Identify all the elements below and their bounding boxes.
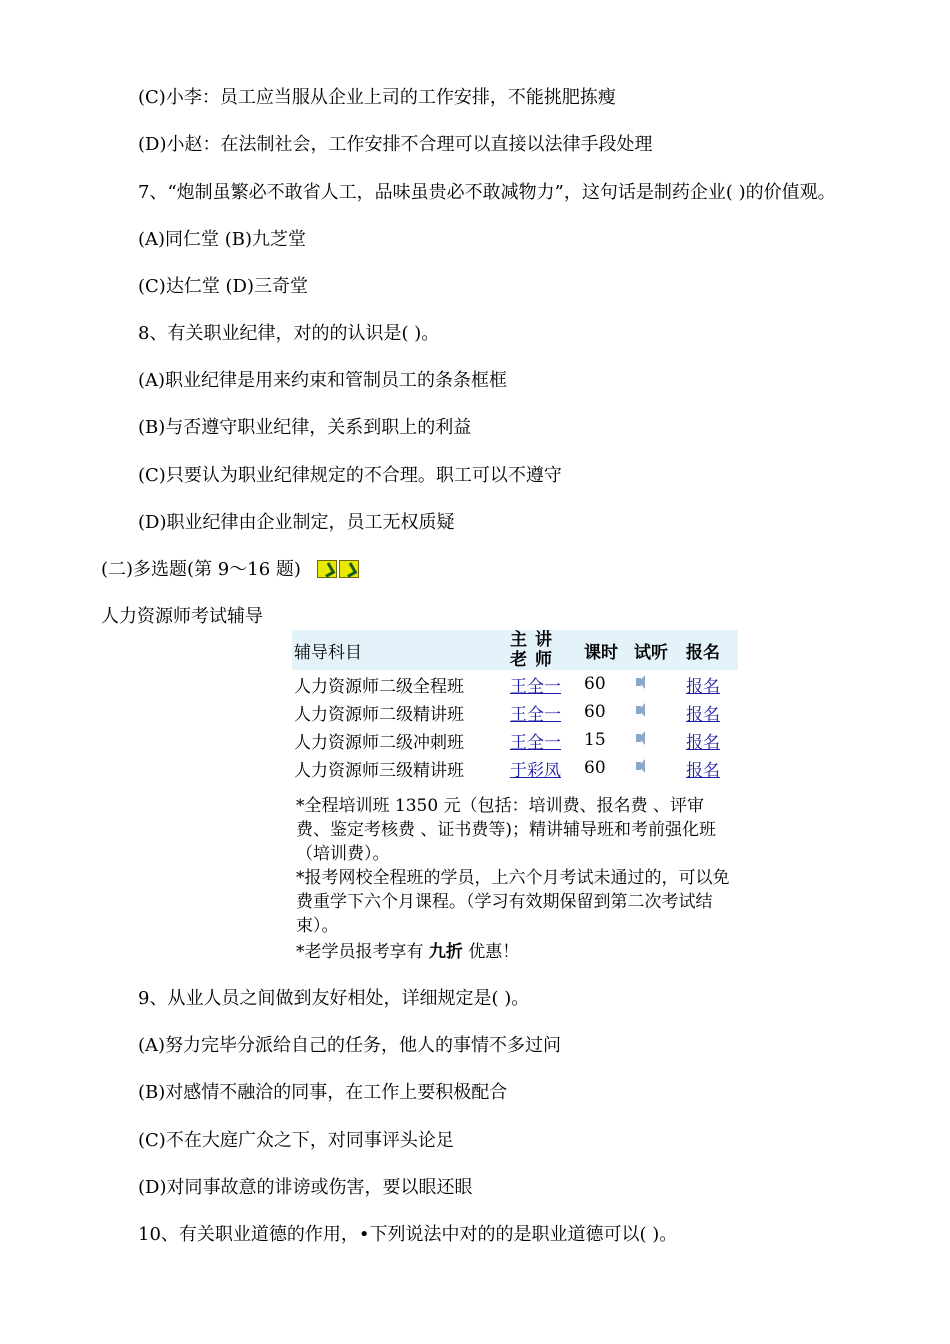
option-c-q6: (C)小李：员工应当服从企业上司的工作安排，不能挑肥拣瘦 bbox=[138, 87, 616, 108]
course-subject: 人力资源师二级精讲班 bbox=[294, 704, 464, 725]
teacher-link[interactable]: 王全一 bbox=[510, 676, 561, 697]
note-discount-bold: 九折 bbox=[428, 942, 463, 962]
options-ab-q7: (A)同仁堂 (B)九芝堂 bbox=[138, 229, 307, 250]
question-9: 9、从业人员之间做到友好相处，详细规定是( )。 bbox=[138, 988, 530, 1009]
table-row bbox=[292, 754, 738, 782]
options-cd-q7: (C)达仁堂 (D)三奇堂 bbox=[138, 276, 309, 297]
speaker-icon[interactable] bbox=[634, 675, 650, 689]
nav-arrows bbox=[317, 560, 361, 585]
course-hours: 60 bbox=[584, 702, 606, 722]
table-row bbox=[292, 726, 738, 754]
table-header-row bbox=[292, 630, 738, 670]
note-fees: *全程培训班 1350 元（包括：培训费、报名费 、评审费、鉴定考核费 、证书费等)；精讲辅导班和考前强化班（培训费）。 bbox=[296, 796, 717, 864]
option-d-q9: (D)对同事故意的诽谤或伤害，要以眼还眼 bbox=[138, 1177, 473, 1198]
question-7: 7、“炮制虽繁必不敢省人工，品味虽贵必不敢减物力”，这句话是制药企业( )的价值观。 bbox=[138, 182, 836, 203]
note-discount bbox=[296, 940, 736, 964]
question-8: 8、有关职业纪律，对的的认识是( )。 bbox=[138, 323, 440, 344]
option-d-q8: (D)职业纪律由企业制定，员工无权质疑 bbox=[138, 512, 455, 533]
section-heading-text: (二)多选题(第 9～16 题) bbox=[101, 559, 301, 580]
signup-link[interactable]: 报名 bbox=[686, 732, 720, 753]
signup-link[interactable]: 报名 bbox=[686, 760, 720, 781]
section-heading bbox=[101, 558, 361, 585]
header-hours: 课时 bbox=[582, 630, 632, 670]
signup-link[interactable]: 报名 bbox=[686, 704, 720, 725]
ad-title: 人力资源师考试辅导 bbox=[101, 606, 263, 627]
option-b-q8: (B)与否遵守职业纪律，关系到职上的利益 bbox=[138, 417, 472, 438]
course-subject: 人力资源师二级全程班 bbox=[294, 676, 464, 697]
signup-link[interactable]: 报名 bbox=[686, 676, 720, 697]
header-subject: 辅导科目 bbox=[292, 630, 508, 670]
arrow-down-icon[interactable] bbox=[339, 560, 359, 578]
question-10: 10、有关职业道德的作用，•下列说法中对的的是职业道德可以( )。 bbox=[138, 1224, 678, 1245]
course-hours: 60 bbox=[584, 758, 606, 778]
teacher-link[interactable]: 于彩凤 bbox=[510, 760, 561, 781]
option-d-q6: (D)小赵：在法制社会，工作安排不合理可以直接以法律手段处理 bbox=[138, 134, 653, 155]
speaker-icon[interactable] bbox=[634, 759, 650, 773]
speaker-icon[interactable] bbox=[634, 703, 650, 717]
note-retake: *报考网校全程班的学员，上六个月考试未通过的，可以免费重学下六个月课程。（学习有效期保留到第二次考试结束）。 bbox=[296, 868, 730, 936]
course-table bbox=[292, 630, 738, 782]
course-hours: 15 bbox=[584, 730, 606, 750]
table-row bbox=[292, 670, 738, 698]
arrow-down-icon[interactable] bbox=[317, 560, 337, 578]
teacher-link[interactable]: 王全一 bbox=[510, 732, 561, 753]
speaker-icon[interactable] bbox=[634, 731, 650, 745]
course-hours: 60 bbox=[584, 674, 606, 694]
teacher-link[interactable]: 王全一 bbox=[510, 704, 561, 725]
header-trial: 试听 bbox=[632, 630, 684, 670]
option-c-q8: (C)只要认为职业纪律规定的不合理。职工可以不遵守 bbox=[138, 465, 562, 486]
option-c-q9: (C)不在大庭广众之下，对同事评头论足 bbox=[138, 1130, 454, 1151]
note-discount-pre: *老学员报考享有 bbox=[296, 942, 429, 962]
course-subject: 人力资源师二级冲刺班 bbox=[294, 732, 464, 753]
header-teacher: 主讲老师 bbox=[508, 630, 582, 670]
note-discount-post: 优惠！ bbox=[462, 942, 520, 962]
option-a-q8: (A)职业纪律是用来约束和管制员工的条条框框 bbox=[138, 370, 508, 391]
option-b-q9: (B)对感情不融洽的同事，在工作上要积极配合 bbox=[138, 1082, 508, 1103]
header-signup: 报名 bbox=[684, 630, 738, 670]
option-a-q9: (A)努力完毕分派给自己的任务，他人的事情不多过问 bbox=[138, 1035, 562, 1056]
table-row bbox=[292, 698, 738, 726]
course-subject: 人力资源师三级精讲班 bbox=[294, 760, 464, 781]
